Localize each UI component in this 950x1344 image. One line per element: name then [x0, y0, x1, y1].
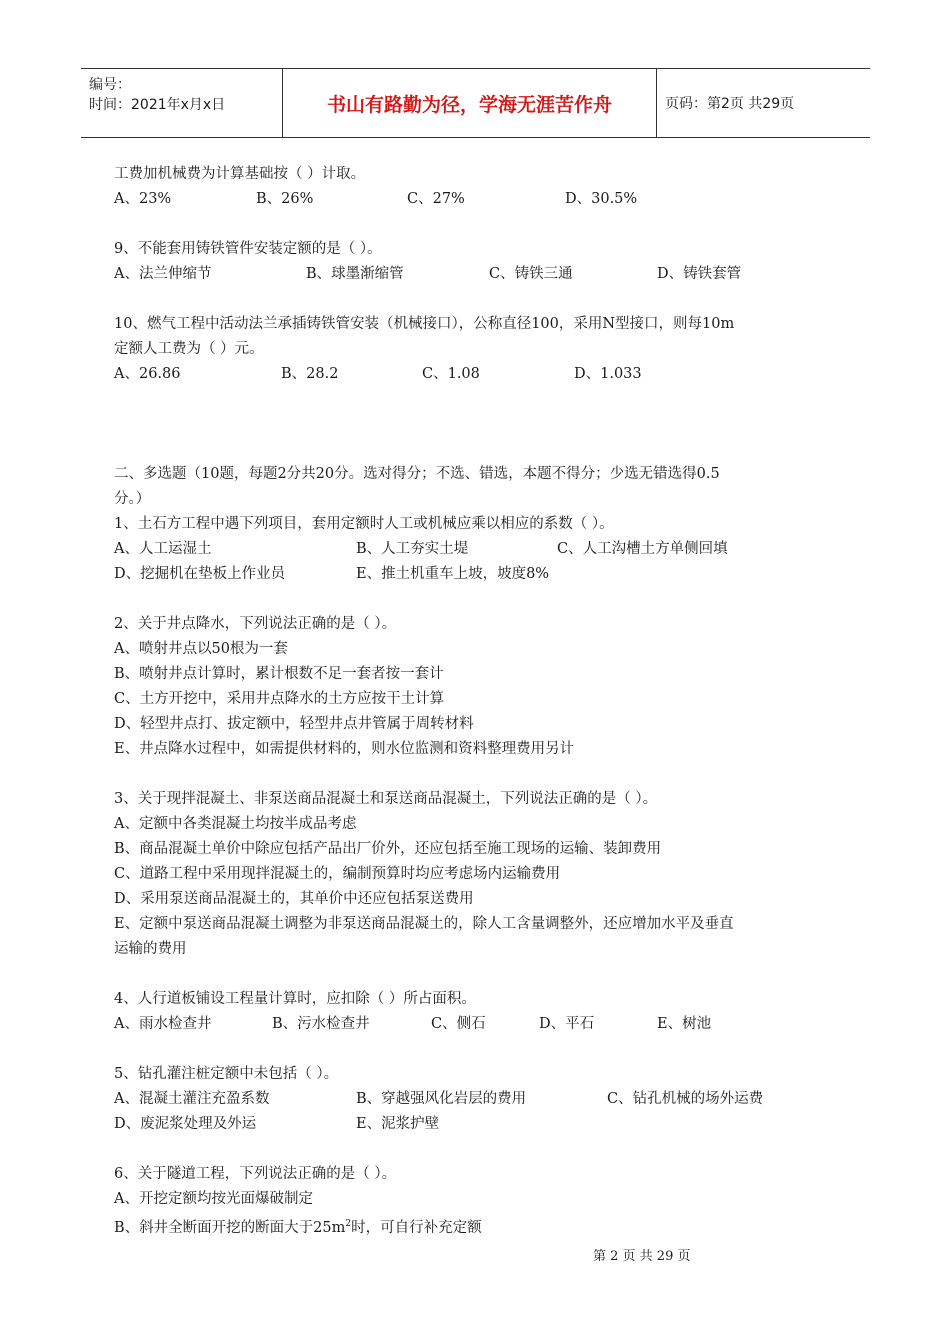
option-a: A、人工运湿土 [114, 541, 212, 557]
option-d: D、废泥浆处理及外运 [114, 1116, 257, 1132]
option-row [114, 262, 844, 287]
option-a: A、定额中各类混凝土均按半成品考虑 [114, 816, 357, 832]
option-b: B、污水检查井 [272, 1016, 370, 1032]
option-d: D、铸铁套管 [657, 266, 742, 282]
option-d: D、挖掘机在垫板上作业员 [114, 566, 286, 582]
question-10-cont: 定额人工费为（ ）元。 [114, 341, 264, 357]
mc-question-4: 4、人行道板铺设工程量计算时，应扣除（ ）所占面积。 [114, 991, 476, 1007]
superscript: 2 [345, 1219, 352, 1229]
option-c: C、27% [407, 191, 465, 207]
option-c: C、道路工程中采用现拌混凝土的，编制预算时均应考虑场内运输费用 [114, 866, 561, 882]
option-e: E、树池 [657, 1016, 712, 1032]
option-c: C、1.08 [422, 366, 480, 382]
option-a: A、法兰伸缩节 [114, 266, 212, 282]
option-e-cont: 运输的费用 [114, 941, 187, 957]
option-row [114, 187, 844, 212]
option-e: E、定额中泵送商品混凝土调整为非泵送商品混凝土的，除人工含量调整外，还应增加水平及垂直 [114, 916, 734, 932]
option-e: E、井点降水过程中，如需提供材料的，则水位监测和资料整理费用另计 [114, 741, 575, 757]
header-info [81, 69, 282, 137]
option-b: B、喷射井点计算时，累计根数不足一套者按一套计 [114, 666, 444, 682]
option-a: A、喷射井点以50根为一套 [114, 641, 288, 657]
option-a: A、雨水检查井 [114, 1016, 212, 1032]
option-row [114, 562, 844, 587]
page-header [81, 68, 870, 138]
option-d: D、轻型井点打、拔定额中，轻型井点井管属于周转材料 [114, 716, 474, 732]
option-e: E、泥浆护壁 [356, 1116, 440, 1132]
option-row [114, 1087, 844, 1112]
mc-question-1: 1、土石方工程中遇下列项目，套用定额时人工或机械应乘以相应的系数（ ）。 [114, 516, 614, 532]
option-b-text-end: 时，可自行补充定额 [351, 1219, 482, 1236]
option-c: C、侧石 [431, 1016, 486, 1032]
option-d: D、平石 [539, 1016, 595, 1032]
option-d: D、1.033 [574, 366, 642, 382]
option-row [114, 1012, 844, 1037]
question-10: 10、燃气工程中活动法兰承插铸铁管安装（机械接口），公称直径100，采用N型接口，则每10m [114, 316, 735, 332]
option-e: E、推土机重车上坡，坡度8% [356, 566, 550, 582]
mc-question-2: 2、关于井点降水，下列说法正确的是（ ）。 [114, 616, 397, 632]
option-b: B、28.2 [281, 366, 339, 382]
option-d: D、30.5% [565, 191, 638, 207]
option-c: C、钻孔机械的场外运费 [607, 1091, 764, 1107]
option-a: A、混凝土灌注充盈系数 [114, 1091, 270, 1107]
option-row [114, 537, 844, 562]
header-page-number: 页码：第2页 共29页 [665, 96, 795, 112]
option-c: C、铸铁三通 [489, 266, 573, 282]
option-a: A、26.86 [114, 366, 181, 382]
header-motto: 书山有路勤为径，学海无涯苦作舟 [282, 69, 657, 137]
option-b [114, 1212, 844, 1237]
question-text: 工费加机械费为计算基础按（ ）计取。 [114, 166, 366, 182]
question-9: 9、不能套用铸铁管件安装定额的是（ ）。 [114, 241, 382, 257]
mc-question-3: 3、关于现拌混凝土、非泵送商品混凝土和泵送商品混凝土，下列说法正确的是（ ）。 [114, 791, 658, 807]
option-b: B、商品混凝土单价中除应包括产品出厂价外，还应包括至施工现场的运输、装卸费用 [114, 841, 662, 857]
option-d: D、采用泵送商品混凝土的，其单价中还应包括泵送费用 [114, 891, 474, 907]
option-c: C、人工沟槽土方单侧回填 [557, 541, 728, 557]
option-b: B、穿越强风化岩层的费用 [356, 1091, 527, 1107]
header-number: 编号： [89, 77, 131, 93]
option-c: C、土方开挖中，采用井点降水的土方应按干土计算 [114, 691, 445, 707]
option-b: B、球墨渐缩管 [306, 266, 404, 282]
document-body [114, 162, 844, 1237]
option-a: A、23% [114, 191, 172, 207]
option-b: B、26% [256, 191, 314, 207]
header-date: 时间：2021年x月x日 [89, 97, 226, 113]
option-b-text: B、斜井全断面开挖的断面大于25m [114, 1219, 346, 1236]
section-heading-cont: 分。） [114, 491, 151, 507]
footer-page-number: 第 2 页 共 29 页 [593, 1249, 691, 1264]
option-row [114, 1112, 844, 1137]
mc-question-6: 6、关于隧道工程，下列说法正确的是（ ）。 [114, 1166, 397, 1182]
mc-question-5: 5、钻孔灌注桩定额中未包括（ ）。 [114, 1066, 339, 1082]
option-a: A、开挖定额均按光面爆破制定 [114, 1191, 313, 1207]
option-row [114, 362, 844, 387]
section-heading: 二、多选题（10题，每题2分共20分。选对得分；不选、错选，本题不得分；少选无错选得0.5 [114, 466, 720, 482]
option-b: B、人工夯实土堤 [356, 541, 469, 557]
